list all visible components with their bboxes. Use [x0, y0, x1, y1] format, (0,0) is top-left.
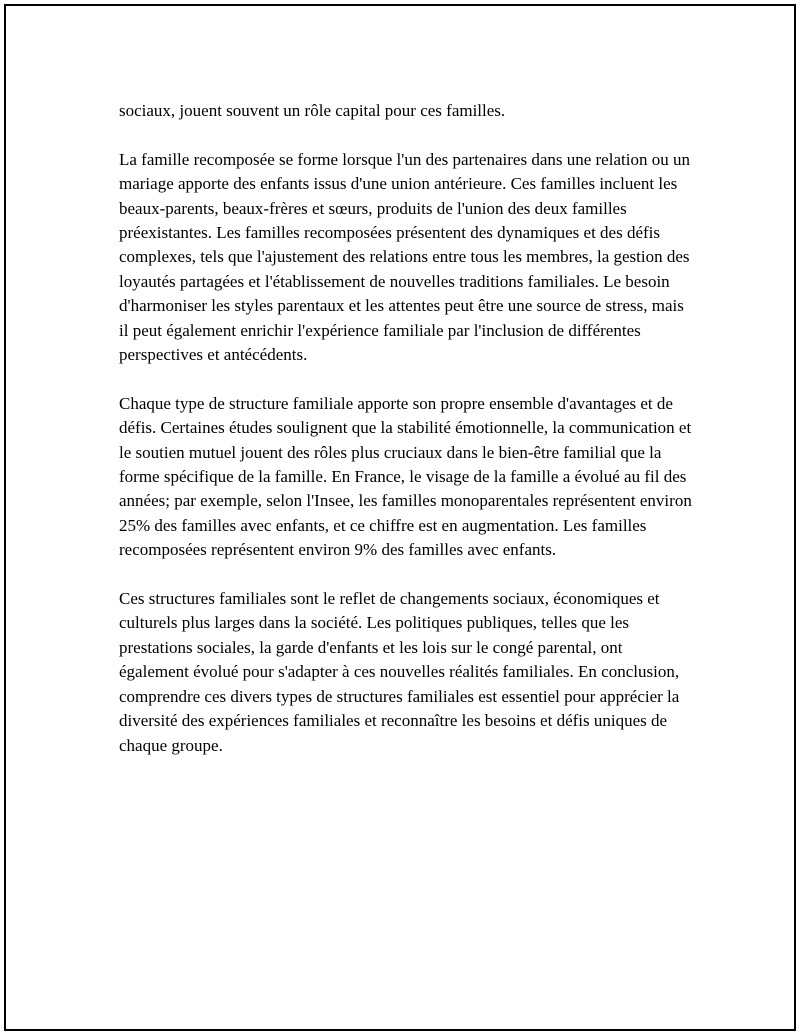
paragraph-family-structures: Chaque type de structure familiale apporte son propre ensemble d'avantages et de défis. Certaines études soulignent que la stabilité émotionnelle, la communication et le soutien mutuel jouent des rôles plus cruciaux dans le bien-être familial que la forme spécifique de la famille. En France, le visage de la famille a évolué au fil des années; par exemple, selon l'Insee, les familles monoparentales représentent environ 25% des familles avec enfants, et ce chiffre est en augmentation. Les familles recomposées représentent environ 9% des familles avec enfants.: [119, 393, 692, 560]
document-body: [119, 99, 694, 782]
paragraph-blended-family: La famille recomposée se forme lorsque l'un des partenaires dans une relation ou un mariage apporte des enfants issus d'une union antérieure. Ces familles incluent les beaux-parents, beaux-frères et sœurs, produits de l'union des deux familles préexistantes. Les familles recomposées présentent des dynamiques et des défis complexes, tels que l'ajustement des relations entre tous les membres, la gestion des loyautés partagées et l'établissement de nouvelles traditions familiales. Le besoin d'harmoniser les styles parentaux et les attentes peut être une source de stress, mais il peut également enrichir l'expérience familiale par l'inclusion de différentes perspectives et antécédents.: [119, 149, 690, 365]
paragraph-conclusion: Ces structures familiales sont le reflet de changements sociaux, économiques et culturels plus larges dans la société. Les politiques publiques, telles que les prestations sociales, la garde d'enfants et les lois sur le congé parental, ont également évolué pour s'adapter à ces nouvelles réalités familiales. En conclusion, comprendre ces divers types de structures familiales est essentiel pour apprécier la diversité des expériences familiales et reconnaître les besoins et défis uniques de chaque groupe.: [119, 589, 680, 755]
paragraph-continuation: sociaux, jouent souvent un rôle capital pour ces familles.: [119, 101, 506, 120]
document-page: [4, 4, 796, 1031]
